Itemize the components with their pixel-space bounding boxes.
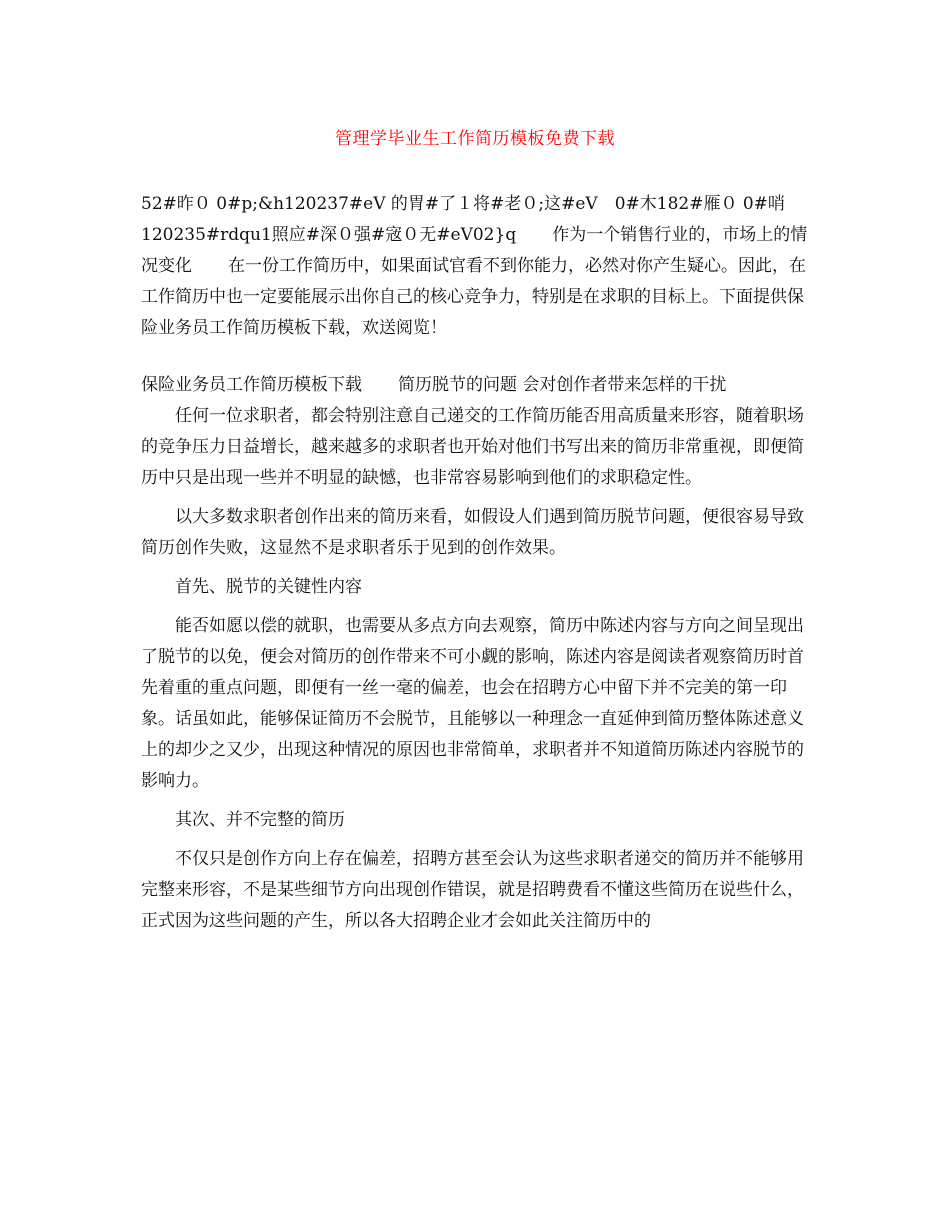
paragraph-2: 以大多数求职者创作出来的简历来看，如假设人们遇到简历脱节问题，便很容易导致简历创作失败，这显然不是求职者乐于见到的创作效果。	[141, 507, 804, 558]
paragraph-3: 能否如愿以偿的就职，也需要从多点方向去观察，简历中陈述内容与方向之间呈现出了脱节的以免，便会对简历的创作带来不可小觑的影响，陈述内容是阅读者观察简历时首先着重的重点问题，即便有一丝一毫的偏差，也会在招聘方心中留下并不完美的第一印象。话虽如此，能够保证简历不会脱节，且能够以一种理念一直延伸到简历整体陈述意义上的却少之又少，出现这种情况的原因也非常简单，求职者并不知道简历陈述内容脱节的影响力。	[141, 616, 804, 791]
subheading-right: 简历脱节的问题 会对创作者带来怎样的干扰	[398, 375, 727, 395]
intro-text-a: 作为一个销售行业的，市场上的情况变化	[141, 225, 808, 276]
intro-paragraph	[141, 189, 813, 344]
subheading-left: 保险业务员工作简历模板下载	[141, 375, 362, 395]
subheading-line	[141, 370, 813, 401]
document-body	[141, 189, 813, 937]
paragraph-4: 不仅只是创作方向上存在偏差，招聘方甚至会认为这些求职者递交的简历并不能够用完整来形容，不是某些细节方向出现创作错误，就是招聘费看不懂这些简历在说些什么，正式因为这些问题的产生，所以各大招聘企业才会如此关注简历中的	[141, 849, 804, 931]
intro-text-b: 在一份工作简历中，如果面试官看不到你能力，必然对你产生疑心。因此，在工作简历中也一定要能展示出你自己的核心竞争力，特别是在求职的目标上。下面提供保险业务员工作简历模板下载，欢送阅览！	[141, 256, 806, 338]
intro-garbled-text: 52#昨０ 0#p;&h120237#eV 的胃#了１将#老０;这#eV 0#木182#雁０ 0#哨120235#rdqu1照应#深０强#宼０无#eV02}q	[141, 194, 785, 245]
section-heading-2: 其次、并不完整的简历	[175, 810, 345, 830]
paragraph-1: 任何一位求职者，都会特别注意自己递交的工作简历能否用高质量来形容，随着职场的竞争压力日益增长，越来越多的求职者也开始对他们书写出来的简历非常重视，即便简历中只是出现一些并不明显的缺憾，也非常容易影响到他们的求职稳定性。	[141, 406, 804, 488]
section-heading-1: 首先、脱节的关键性内容	[175, 577, 362, 597]
document-title: 管理学毕业生工作简历模板免费下载	[335, 129, 615, 149]
